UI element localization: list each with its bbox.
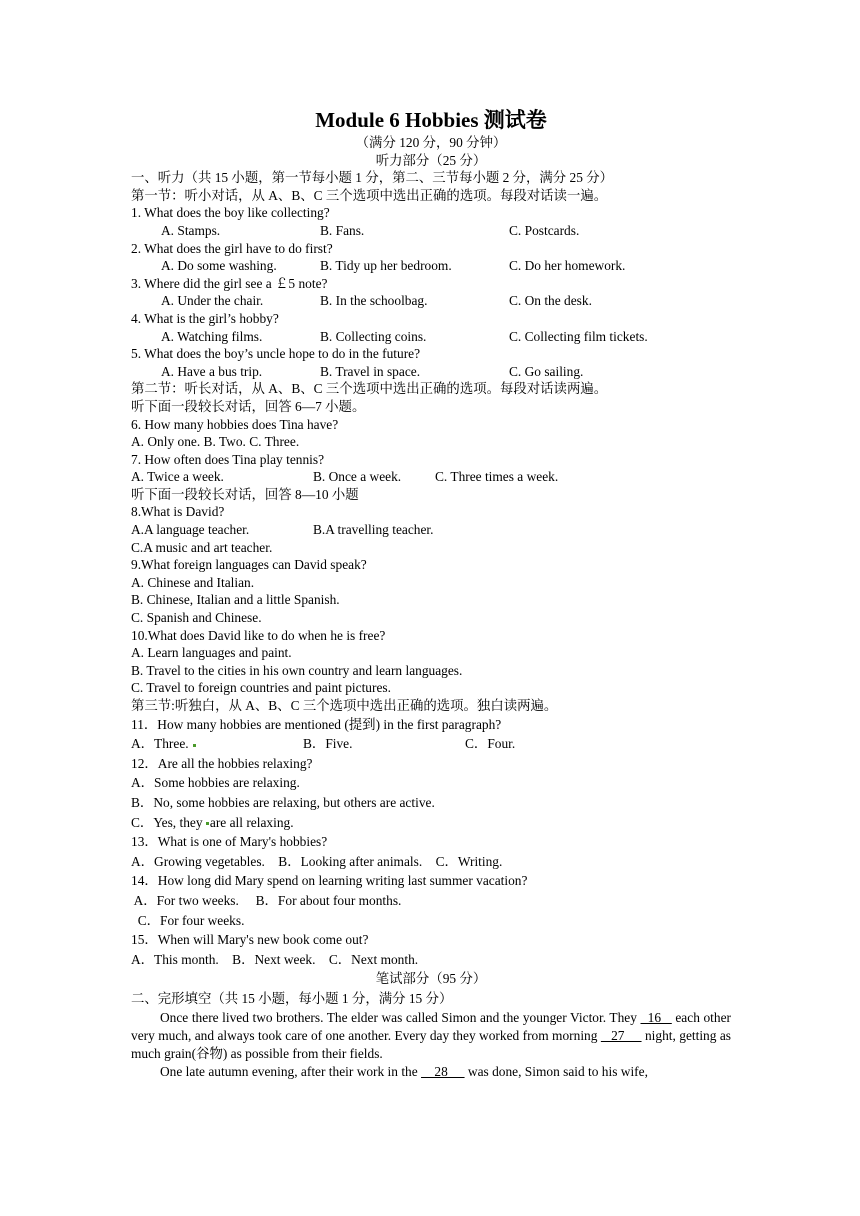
option-a: A. Twice a week. [131,469,224,485]
subtitle: （满分 120 分，90 分钟） [355,135,507,150]
option-c: C. On the desk. [509,293,592,309]
question-3 [131,275,731,310]
question-6-options: A. Only one. B. Two. C. Three. [131,434,300,450]
option-b: B. Once a week. [313,469,402,485]
question-text: 5. What does the boy’s uncle hope to do in the future? [131,346,421,362]
option-a: A. Stamps. [161,222,221,238]
question-8-options-ab [131,521,731,539]
option-b: B. Fans. [320,222,365,238]
question-text: 1. What does the boy like collecting? [131,205,330,221]
question-10: 10.What does David like to do when he is free? [131,627,386,643]
paragraph-text: was done, Simon said to his wife, [464,1063,648,1079]
blank-27: 27 [600,1027,642,1043]
question-1 [131,204,731,239]
options-row [131,222,731,240]
option-b: B.A travelling teacher. [313,522,434,538]
question-9: 9.What foreign languages can David speak? [131,557,367,573]
section1-instructions: 第一节：听小对话，从 A、B、C 三个选项中选出正确的选项。每段对话读一遍。 [131,187,608,203]
listening-header: 听力部分（25 分） [375,152,487,168]
option-a-text: A．Three. [131,736,189,752]
question-15-options: A．This month. B．Next week. C．Next month. [131,951,419,967]
options-row [131,363,731,381]
question-text: 4. What is the girl’s hobby? [131,310,279,326]
option-c-part2: are all relaxing. [209,814,294,830]
dialog2-intro: 听下面一段较长对话，回答 8—10 小题 [131,486,359,502]
question-7-options [131,468,731,486]
green-dot-mark [193,744,196,747]
question-9-option-a: A. Chinese and Italian. [131,574,255,590]
blank-28: 28 [421,1063,465,1079]
question-11-options [131,734,731,754]
question-8-option-c: C.A music and art teacher. [131,539,273,555]
option-c: C. Go sailing. [509,363,584,379]
question-8: 8.What is David? [131,504,225,520]
option-b: B. Collecting coins. [320,328,427,344]
option-a: A. Watching films. [161,328,263,344]
section2-instructions: 第二节：听长对话，从 A、B、C 三个选项中选出正确的选项。每段对话读两遍。 [131,381,608,397]
exam-document [131,106,731,1081]
option-c: C. Three times a week. [435,469,559,485]
option-c: C. Do her homework. [509,258,626,274]
question-11: 11．How many hobbies are mentioned (提到) in the first paragraph? [131,716,502,732]
question-9-option-c: C. Spanish and Chinese. [131,610,262,626]
part1-header: 一、听力（共 15 小题，第一节每小题 1 分，第二、三节每小题 2 分，满分 25 分） [131,170,614,186]
question-2 [131,240,731,275]
question-5 [131,345,731,380]
paragraph-text: Once there lived two brothers. The elder was called Simon and the younger Victor. They [160,1009,641,1025]
option-c-part1: C．Yes, they [131,814,206,830]
question-text: 2. What does the girl have to do first? [131,240,333,256]
options-row [131,257,731,275]
paragraph-text: night, getting as much grain(谷物) as possible from their fields. [131,1027,732,1061]
option-b: B. Travel in space. [320,363,421,379]
question-14-options-ab: A．For two weeks. B．For about four months. [131,892,402,908]
question-10-option-b: B. Travel to the cities in his own country and learn languages. [131,662,463,678]
page-title: Module 6 Hobbies 测试卷 [315,108,547,132]
question-12-option-c [131,813,731,833]
question-12-option-a: A．Some hobbies are relaxing. [131,775,300,791]
writing-header: 笔试部分（95 分） [375,971,487,987]
question-12-option-b: B．No, some hobbies are relaxing, but others are active. [131,794,435,810]
question-4 [131,310,731,345]
options-row [131,328,731,346]
cloze-paragraph-2 [131,1063,731,1081]
question-10-option-c: C. Travel to foreign countries and paint pictures. [131,680,391,696]
question-7: 7. How often does Tina play tennis? [131,451,325,467]
option-b: B. In the schoolbag. [320,293,428,309]
option-a: A. Do some washing. [161,258,277,274]
blank-16: 16 [640,1009,672,1025]
option-a: A.A language teacher. [131,522,250,538]
option-c: C. Postcards. [509,222,580,238]
question-10-option-a: A. Learn languages and paint. [131,645,292,661]
option-b: B．Five. [303,736,353,752]
question-14: 14．How long did Mary spend on learning writing last summer vacation? [131,873,528,889]
question-15: 15．When will Mary's new book come out? [131,932,369,948]
green-dot-mark [206,822,209,825]
paragraph-text: each other very much, and always took care of one another. Every day they worked from morning [131,1009,731,1043]
option-a: A. Have a bus trip. [161,363,263,379]
option-b: B. Tidy up her bedroom. [320,258,452,274]
question-9-option-b: B. Chinese, Italian and a little Spanish. [131,592,340,608]
option-c: C．Four. [465,736,516,752]
question-12: 12．Are all the hobbies relaxing? [131,755,313,771]
cloze-paragraph-1 [131,1009,731,1063]
options-row [131,292,731,310]
question-6: 6. How many hobbies does Tina have? [131,416,339,432]
question-13-options: A．Growing vegetables. B．Looking after animals. C．Writing. [131,853,503,869]
option-c: C. Collecting film tickets. [509,328,648,344]
question-13: 13．What is one of Mary's hobbies? [131,834,328,850]
paragraph-text: One late autumn evening, after their work in the [160,1063,422,1079]
section3-instructions: 第三节:听独白，从 A、B、C 三个选项中选出正确的选项。独白读两遍。 [131,698,558,713]
dialog1-intro: 听下面一段较长对话，回答 6—7 小题。 [131,398,366,414]
part2-header: 二、完形填空（共 15 小题，每小题 1 分，满分 15 分） [131,990,453,1006]
option-a [131,734,303,754]
question-14-option-c: C．For four weeks. [131,912,245,928]
option-a: A. Under the chair. [161,293,264,309]
question-text: 3. Where did the girl see a ￡5 note? [131,275,328,291]
